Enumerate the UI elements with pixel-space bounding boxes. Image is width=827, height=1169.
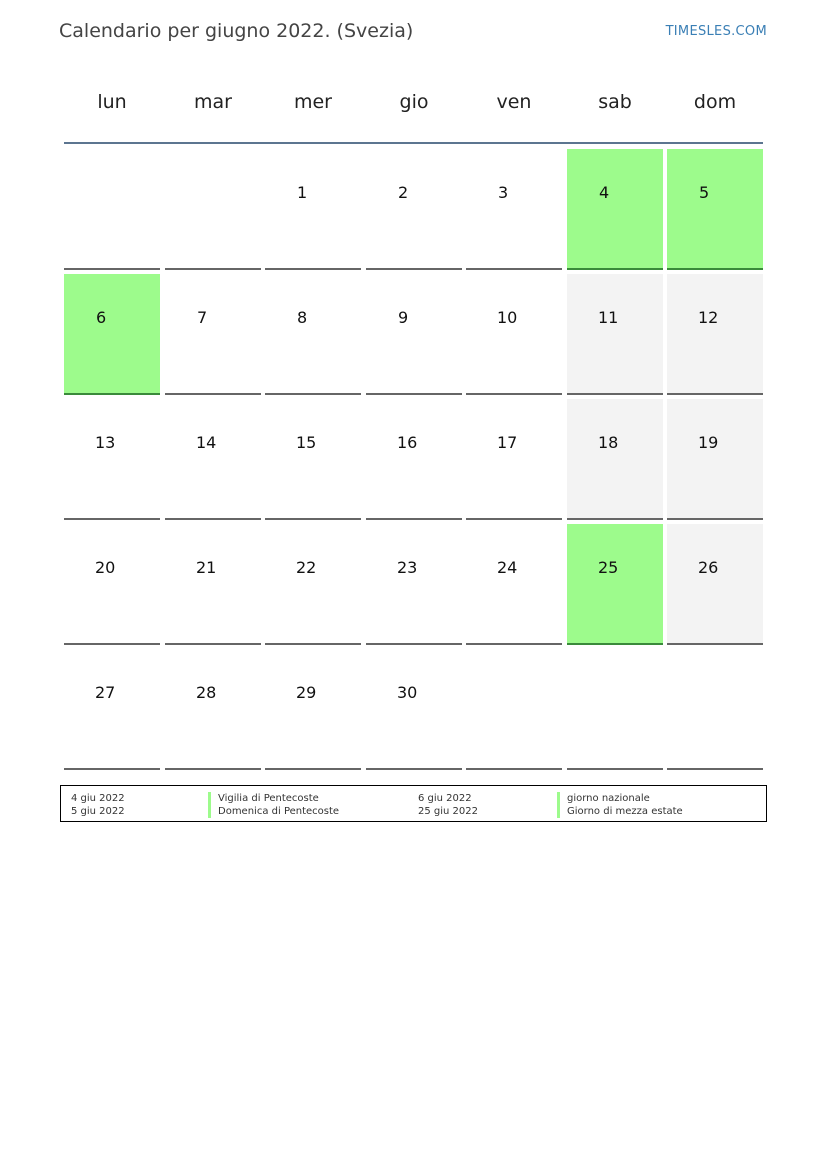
day-cell (265, 399, 361, 520)
day-number: 2 (398, 183, 409, 202)
day-cell (165, 274, 261, 395)
day-cell (466, 399, 562, 520)
day-cell (567, 399, 663, 520)
day-number: 4 (599, 183, 610, 202)
day-cell (366, 274, 462, 395)
weekday-label: mar (194, 91, 232, 113)
day-cell (165, 524, 261, 645)
day-number: 15 (296, 433, 317, 452)
legend-date: 4 giu 2022 (71, 793, 125, 804)
day-number: 29 (296, 683, 317, 702)
empty-day-cell (567, 649, 663, 770)
day-cell (667, 524, 763, 645)
weekday-label: mer (293, 91, 332, 113)
legend-date: 25 giu 2022 (418, 806, 478, 817)
day-number: 22 (296, 558, 317, 577)
day-number: 5 (699, 183, 710, 202)
day-number: 21 (196, 558, 217, 577)
day-cell (265, 274, 361, 395)
day-cell (667, 399, 763, 520)
day-number: 13 (95, 433, 116, 452)
day-cell (165, 649, 261, 770)
day-number: 9 (398, 308, 409, 327)
day-number: 19 (698, 433, 719, 452)
brand-link[interactable]: TIMESLES.COM (665, 24, 767, 39)
day-cell (667, 149, 763, 270)
empty-day-cell (667, 649, 763, 770)
day-number: 28 (196, 683, 217, 702)
empty-day-cell (466, 649, 562, 770)
day-cell (165, 399, 261, 520)
legend-holiday-name: giorno nazionale (567, 793, 650, 804)
legend-date: 6 giu 2022 (418, 793, 472, 804)
day-number: 26 (698, 558, 719, 577)
empty-day-cell (64, 149, 160, 270)
day-cell (466, 274, 562, 395)
day-cell (366, 649, 462, 770)
empty-day-cell (165, 149, 261, 270)
day-number: 18 (598, 433, 619, 452)
day-number: 25 (598, 558, 619, 577)
day-number: 14 (196, 433, 217, 452)
day-number: 23 (397, 558, 418, 577)
weekday-header-row (62, 91, 764, 117)
legend-date: 5 giu 2022 (71, 806, 125, 817)
weekday-label: gio (399, 91, 429, 113)
day-cell (64, 399, 160, 520)
day-number: 12 (698, 308, 719, 327)
weekday-label: dom (693, 91, 737, 113)
day-number: 24 (497, 558, 518, 577)
day-cell (366, 524, 462, 645)
day-cell (567, 274, 663, 395)
day-cell (64, 274, 160, 395)
weekday-label: lun (97, 91, 127, 113)
day-cell (466, 524, 562, 645)
day-cell (64, 649, 160, 770)
calendar-grid (64, 149, 763, 770)
day-cell (366, 399, 462, 520)
day-number: 11 (598, 308, 619, 327)
day-cell (567, 149, 663, 270)
day-number: 17 (497, 433, 518, 452)
header-divider (64, 142, 763, 144)
day-cell (567, 524, 663, 645)
legend-right-names (557, 792, 683, 818)
day-number: 20 (95, 558, 116, 577)
legend-right-dates (418, 792, 478, 818)
day-cell (667, 274, 763, 395)
day-number: 7 (197, 308, 208, 327)
day-number: 10 (497, 308, 518, 327)
day-number: 3 (498, 183, 509, 202)
weekday-label: ven (496, 91, 532, 113)
day-cell (265, 149, 361, 270)
weekday-label: sab (598, 91, 632, 113)
day-number: 6 (96, 308, 107, 327)
day-number: 30 (397, 683, 418, 702)
day-number: 1 (297, 183, 308, 202)
legend-left-names (208, 792, 339, 818)
legend-holiday-name: Vigilia di Pentecoste (218, 793, 319, 804)
day-cell (64, 524, 160, 645)
legend-left-dates (71, 792, 125, 818)
legend-holiday-name: Domenica di Pentecoste (218, 806, 340, 817)
day-cell (366, 149, 462, 270)
day-cell (265, 524, 361, 645)
day-number: 8 (297, 308, 308, 327)
day-number: 16 (397, 433, 418, 452)
legend-holiday-name: Giorno di mezza estate (567, 806, 683, 817)
page-title: Calendario per giugno 2022. (Svezia) (59, 20, 414, 42)
day-cell (466, 149, 562, 270)
day-cell (265, 649, 361, 770)
day-number: 27 (95, 683, 116, 702)
holiday-legend (60, 785, 767, 822)
